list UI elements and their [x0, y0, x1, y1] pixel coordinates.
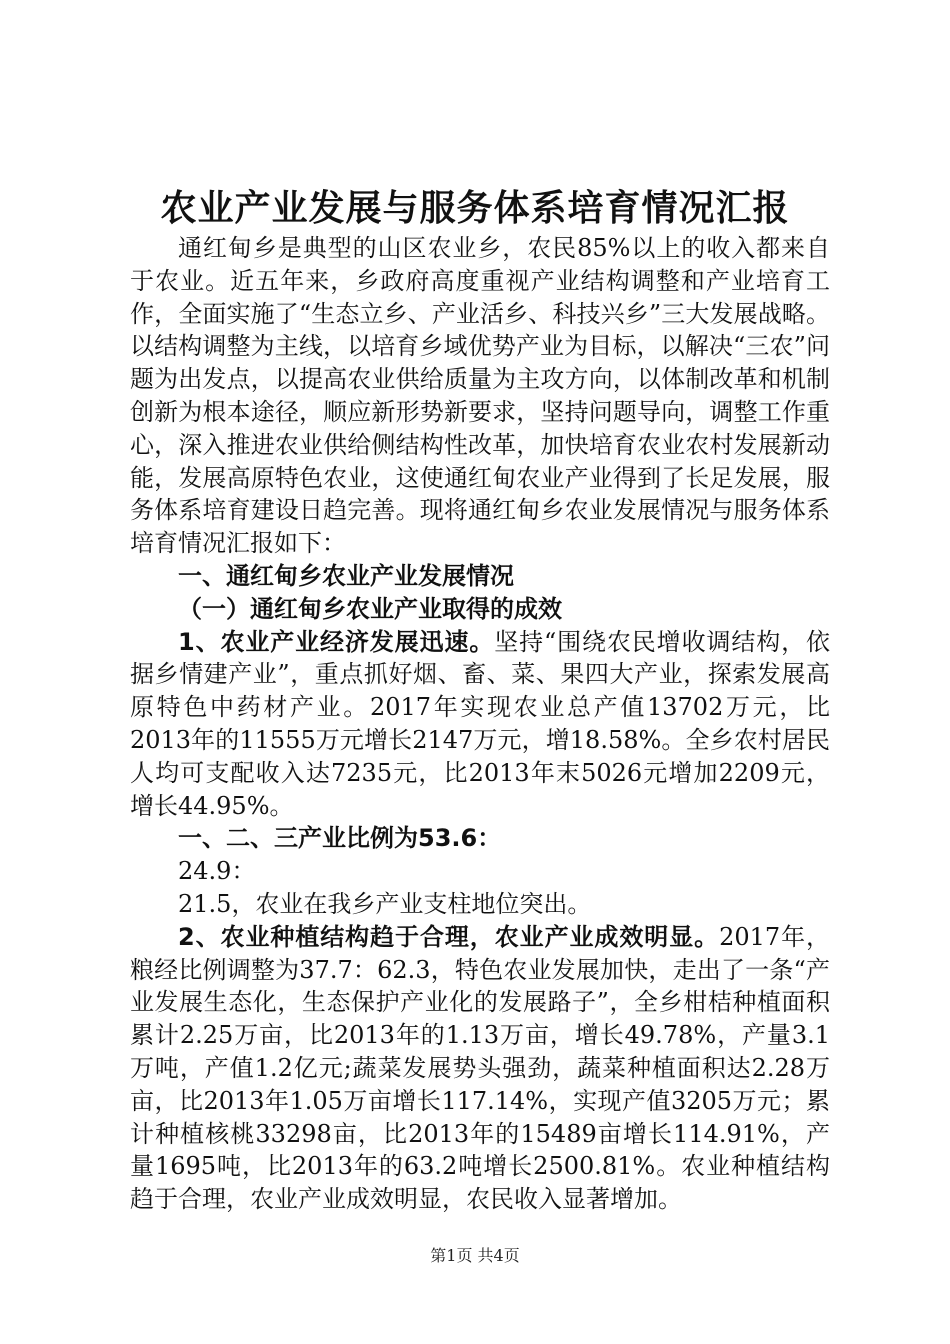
- intro-paragraph: 通红甸乡是典型的山区农业乡，农民85%以上的收入都来自于农业。近五年来，乡政府高度重视产业结构调整和产业培育工作，全面实施了“生态立乡、产业活乡、科技兴乡”三大发展战略。以结构调整为主线，以培育乡域优势产业为目标，以解决“三农”问题为出发点，以提高农业供给质量为主攻方向，以体制改革和机制创新为根本途径，顺应新形势新要求，坚持问题导向，调整工作重心，深入推进农业供给侧结构性改革，加快培育农业农村发展新动能，发展高原特色农业，这使通红甸农业产业得到了长足发展，服务体系培育建设日趋完善。现将通红甸乡农业发展情况与服务体系培育情况汇报如下：: [130, 234, 830, 558]
- item-2-lead: 2、农业种植结构趋于合理，农业产业成效明显。: [178, 922, 720, 951]
- item-2-paragraph: [130, 921, 830, 1216]
- ratio-heading: 一、二、三产业比例为53.6：: [178, 824, 502, 853]
- page-footer: 第1页 共4页: [430, 1246, 520, 1265]
- item-1-text: 坚持“围绕农民增收调结构，依据乡情建产业”，重点抓好烟、畜、菜、果四大产业，探索发展高原特色中药材产业。2017年实现农业总产值13702万元，比2013年的11555万元增长2147万元，增18.58%。全乡农村居民人均可支配收入达7235元，比2013年末5026元增加2209元，增长44.95%。: [130, 627, 830, 820]
- document-body: [130, 232, 830, 1216]
- subsection-heading: （一）通红甸乡农业产业取得的成效: [178, 594, 562, 623]
- document-title: 农业产业发展与服务体系培育情况汇报: [160, 188, 790, 229]
- section-heading-1: 一、通红甸乡农业产业发展情况: [178, 561, 514, 590]
- item-1-lead: 1、农业产业经济发展迅速。: [178, 627, 495, 656]
- ratio-line-2: 24.9：: [178, 857, 256, 886]
- item-2-text: 2017年，粮经比例调整为37.7：62.3，特色农业发展加快，走出了一条“产业发展生态化，生态保护产业化的发展路子”，全乡柑桔种植面积累计2.25万亩，比2013年的1.13万亩，增长49.78%，产量3.1万吨，产值1.2亿元;蔬菜发展势头强劲，蔬菜种植面积达2.28万亩，比2013年1.05万亩增长117.14%，实现产值3205万元；累计种植核桃33298亩，比2013年的15489亩增长114.91%，产量1695吨，比2013年的63.2吨增长2500.81%。农业种植结构趋于合理，农业产业成效明显，农民收入显著增加。: [130, 922, 831, 1214]
- ratio-line-3: 21.5，农业在我乡产业支柱地位突出。: [178, 889, 592, 918]
- item-1-paragraph: [130, 626, 830, 823]
